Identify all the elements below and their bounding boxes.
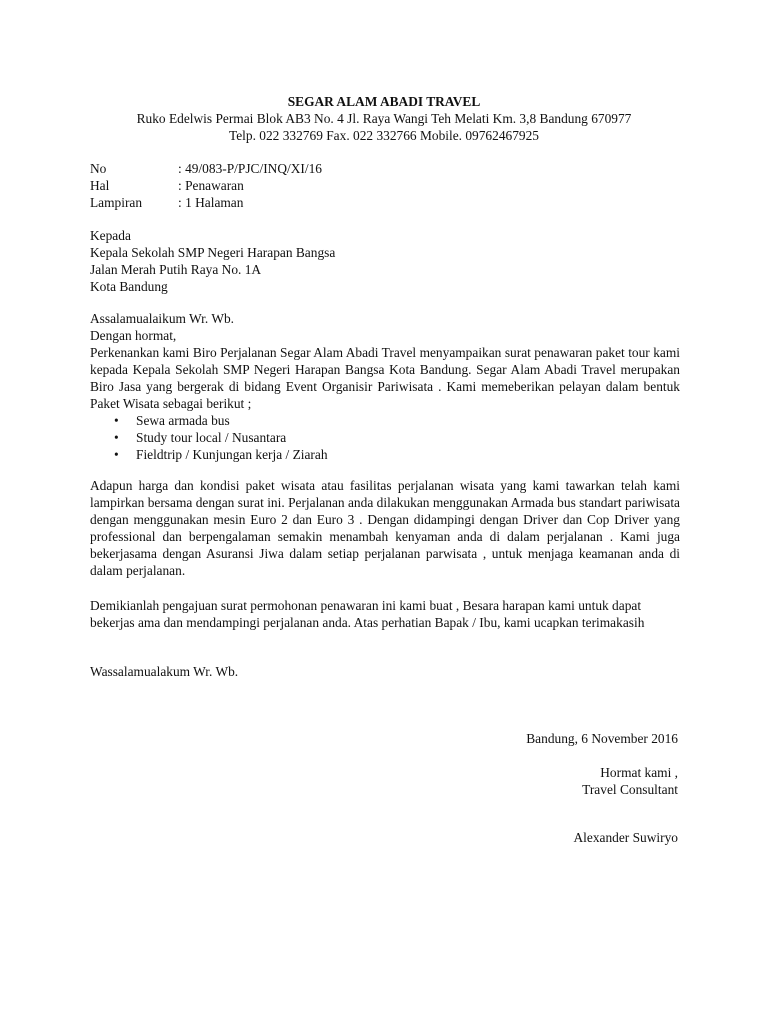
bullet-icon: •	[114, 430, 119, 445]
company-contact: Telp. 022 332769 Fax. 022 332766 Mobile. 09762467925	[228, 128, 539, 143]
letterhead	[0, 93, 768, 144]
intro-paragraph: Perkenankan kami Biro Perjalanan Segar Alam Abadi Travel menyampaikan surat penawaran paket tour kami kepada Kepala Sekolah SMP Negeri Harapan Bangsa Kota Bandung. Segar Alam Abadi Travel merupakan Biro Jasa yang bergerak di bidang Event Organisir Pariwisata . Kami memeberikan pelayan dalam bentuk Paket Wisata sebagai berikut ;	[90, 345, 680, 411]
bullet-icon: •	[114, 413, 119, 428]
meta-value: : 1 Halaman	[178, 195, 244, 210]
greeting: Assalamualaikum Wr. Wb.	[90, 311, 235, 326]
meta-label: Hal	[90, 178, 110, 193]
meta-row-subject	[90, 177, 680, 194]
signer-name: Alexander Suwiryo	[573, 830, 678, 845]
letter-meta	[90, 160, 680, 211]
bullet-icon: •	[114, 447, 119, 462]
meta-label: Lampiran	[90, 195, 143, 210]
list-item: • Fieldtrip / Kunjungan kerja / Ziarah	[114, 447, 328, 462]
company-name: SEGAR ALAM ABADI TRAVEL	[287, 94, 481, 109]
recipient-to: Kepada	[90, 228, 131, 243]
closing-greeting: Wassalamualakum Wr. Wb.	[90, 664, 239, 679]
list-item: • Sewa armada bus	[114, 413, 230, 428]
meta-row-number	[90, 160, 680, 177]
meta-value: : Penawaran	[178, 178, 244, 193]
meta-value: : 49/083-P/PJC/INQ/XI/16	[178, 161, 322, 176]
meta-label: No	[90, 161, 107, 176]
recipient-city: Kota Bandung	[90, 279, 168, 294]
company-address: Ruko Edelwis Permai Blok AB3 No. 4 Jl. Raya Wangi Teh Melati Km. 3,8 Bandung 670977	[136, 111, 632, 126]
recipient-block	[90, 227, 680, 295]
regards: Hormat kami ,	[600, 765, 678, 780]
paragraph-closing: Demikianlah pengajuan surat permohonan penawaran ini kami buat , Besara harapan kami untuk dapat bekerjas ama dan mendampingi perjalanan anda. Atas perhatian Bapak / Ibu, kami ucapkan terimakasih	[90, 598, 645, 630]
recipient-name: Kepala Sekolah SMP Negeri Harapan Bangsa	[90, 245, 336, 260]
signature-block	[582, 764, 678, 798]
service-list	[90, 412, 680, 463]
recipient-street: Jalan Merah Putih Raya No. 1A	[90, 262, 262, 277]
meta-row-attachment	[90, 194, 680, 211]
list-item: • Study tour local / Nusantara	[114, 430, 287, 445]
salutation: Dengan hormat,	[90, 328, 177, 343]
opening-block	[90, 310, 680, 463]
paragraph-offer-details: Adapun harga dan kondisi paket wisata atau fasilitas perjalanan wisata yang kami tawarkan telah kami lampirkan bersama dengan surat ini. Perjalanan anda dilakukan menggunakan Armada bus standart pariwisata dengan menggunakan mesin Euro 2 dan Euro 3 . Dengan didampingi dengan Driver dan Cop Driver yang professional dan berpengalaman semakin menambah kenyaman anda di dalam perjalanan . Kami juga bekerjasama dengan Asuransi Jiwa dalam setiap perjalanan parwisata , untuk menjaga keamanan anda di dalam perjalanan.	[90, 478, 680, 578]
signer-position: Travel Consultant	[582, 782, 678, 797]
place-date: Bandung, 6 November 2016	[526, 731, 678, 746]
